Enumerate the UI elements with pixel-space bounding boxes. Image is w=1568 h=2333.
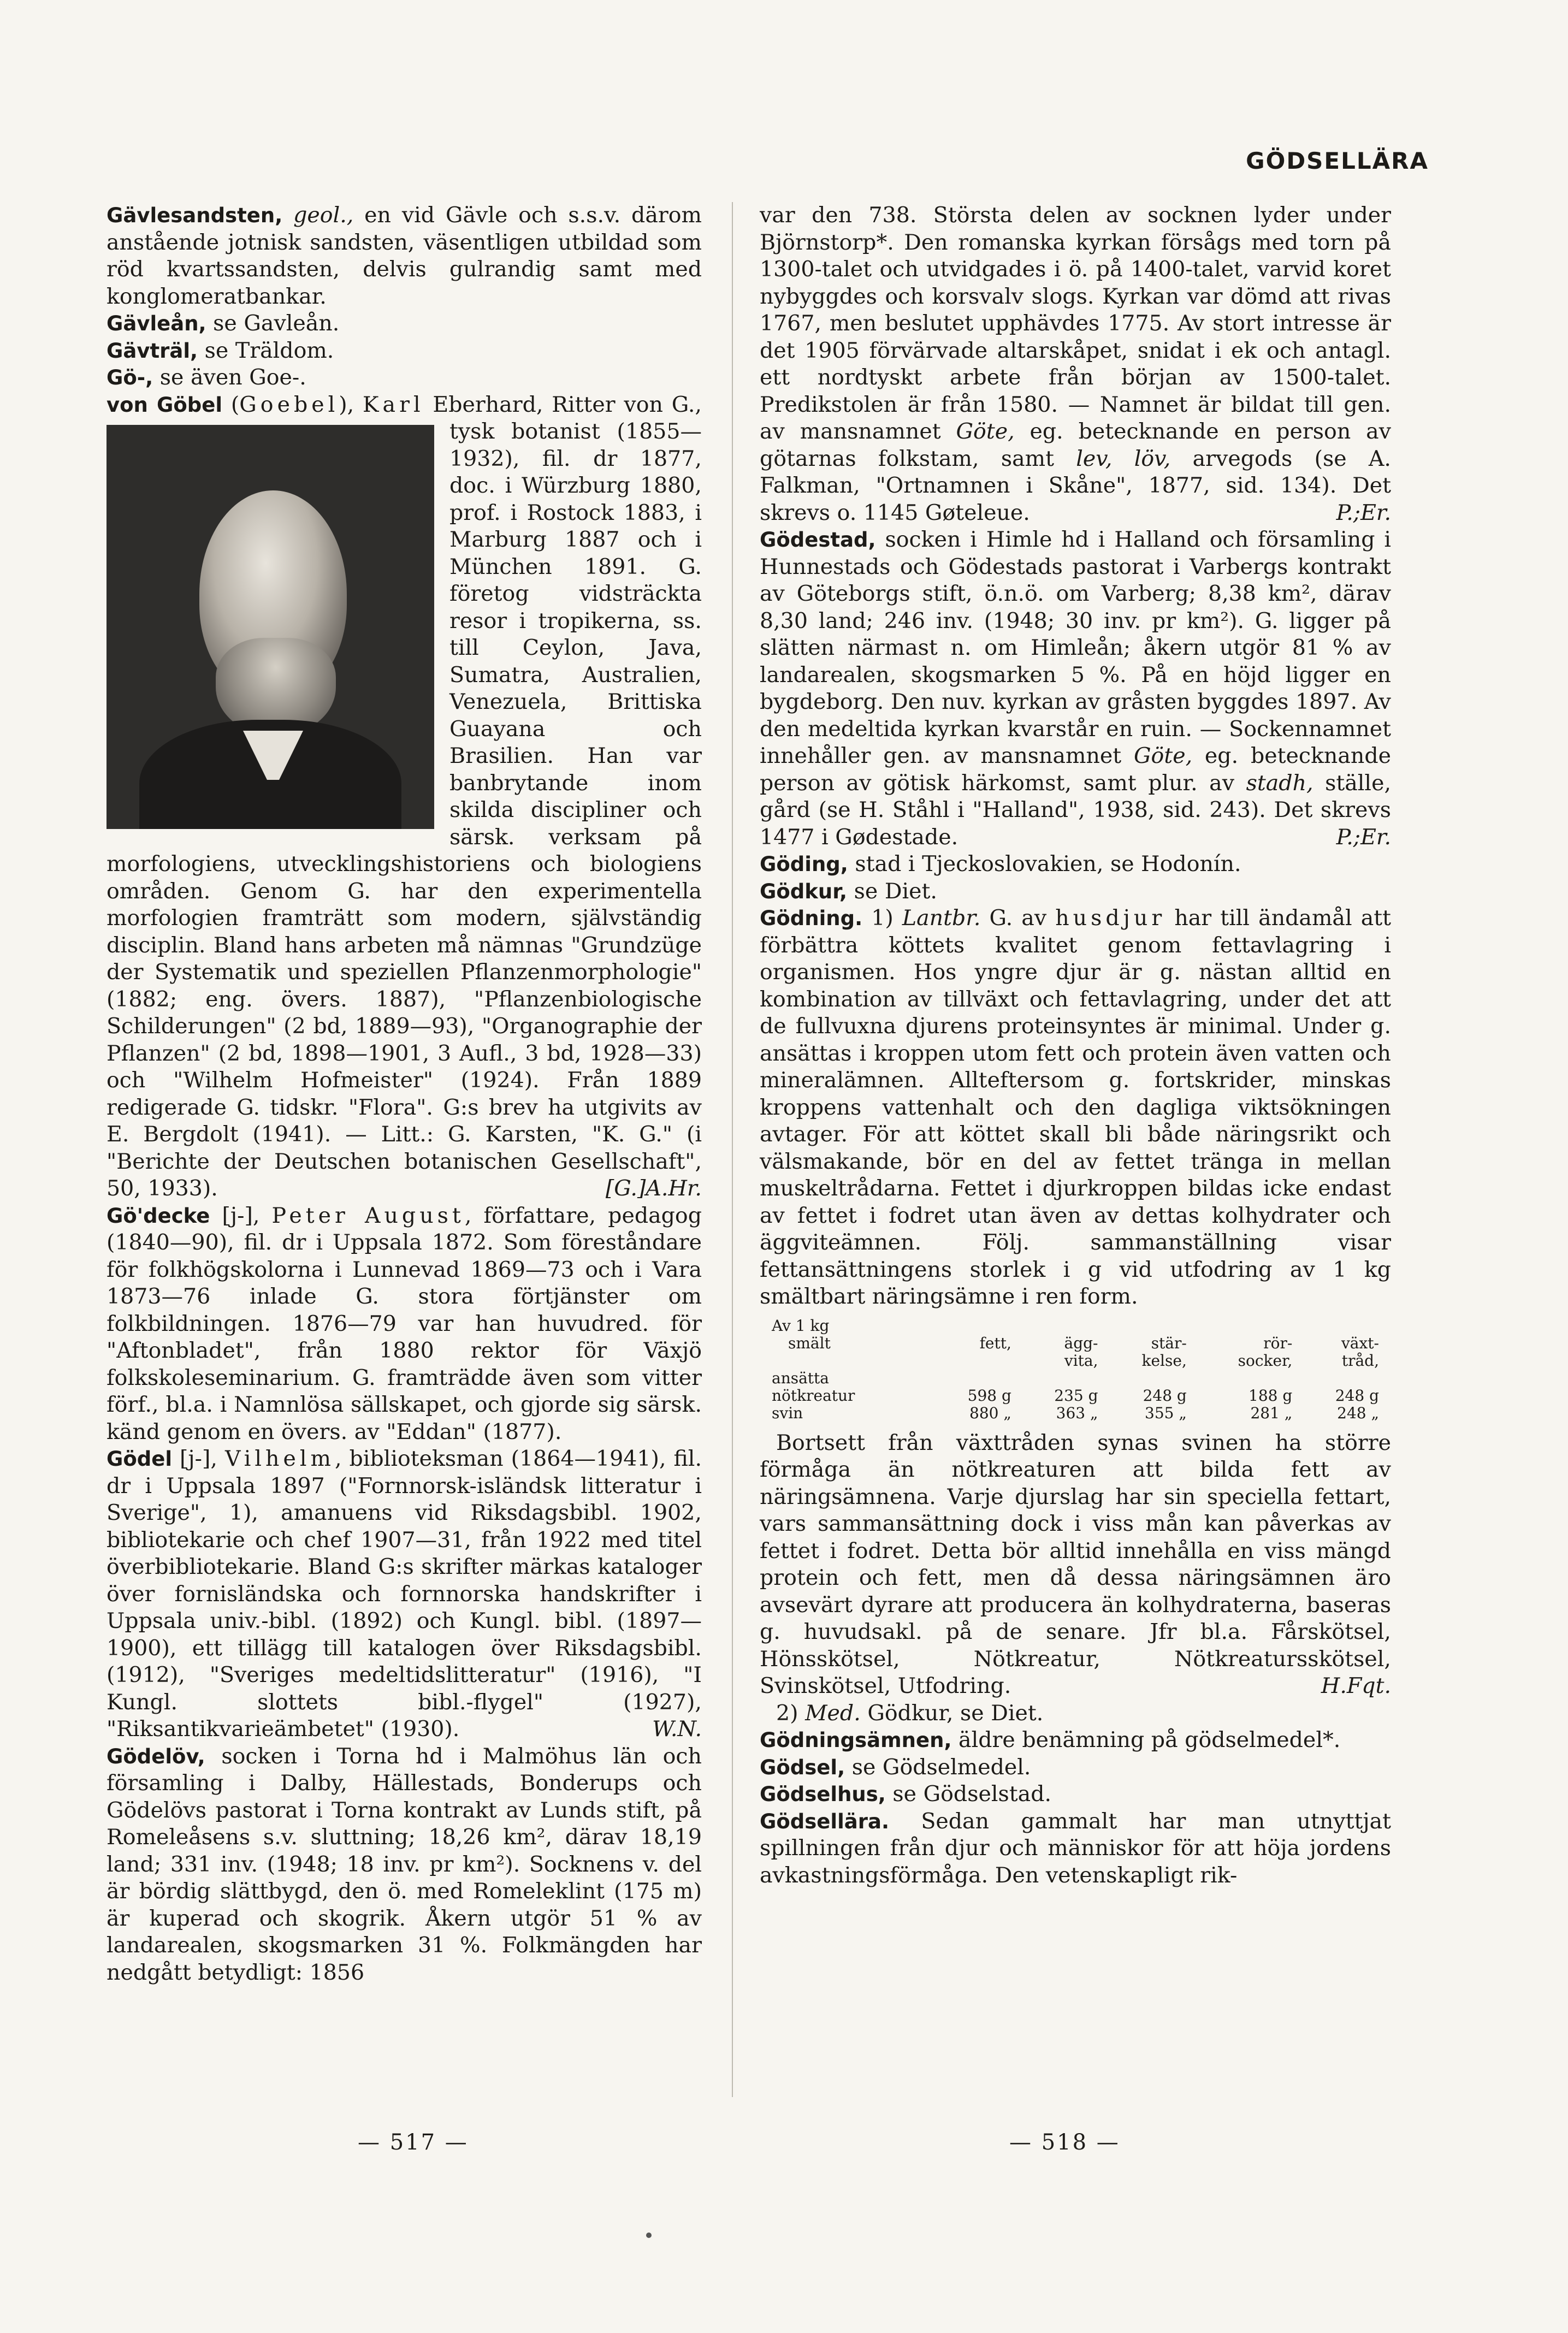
print-mark (646, 2233, 652, 2238)
entry-godselhus (760, 1781, 1391, 1808)
table-cell: 355 „ (1145, 1404, 1187, 1422)
entry-text: 2) (776, 1700, 806, 1726)
headword: Gävlesandsten, (106, 204, 283, 227)
table-cell: 880 „ (969, 1404, 1011, 1422)
table-corner-label (770, 1316, 927, 1370)
italic-term: Göte, (956, 419, 1015, 444)
italic-term: stadh, (1246, 770, 1313, 796)
table-cell: 188 g (1249, 1386, 1293, 1405)
entry-text: socken i Himle hd i Halland och församling i Hunnestads och Gödestads pastorat i Varbergs kontrakt av Göteborgs stift, ö.n.ö. om Varberg; 8,38 km², därav 8,30 land; 246 inv. (1948; 30 inv. pr km²). G. ligger på slätten närmast n. om Himleån; åkern utgör 81 % av landarealen, skogsmarken 5 %. På en höjd ligger en bygdeborg. Den nuv. kyrkan av gråsten byggdes 1897. Av den medeltida kyrkan kvarstår en ruin. — Sockennamnet innehåller gen. av mansnamnet (760, 527, 1391, 768)
spaced-name: Karl (363, 392, 424, 417)
entry-text: Bortsett från växttråden synas svinen ha större förmåga än nötkreaturen att bilda fett av näringsämnena. Varje djurslag har sin speciella fettart, vars sammansättning dock i viss mån kan påverkas av fettet i fodret. Detta bör alltid innehålla en viss mängd protein och fett, men då dessa näringsämnen äro avsevärt dyrare att producera än kolhydraterna, baseras g. huvudsakl. på de senare. Jfr bl.a. Fårskötsel, Hönsskötsel, Nötkreatur, Nötkreatursskötsel, Svinskötsel, Utfodring. (760, 1430, 1391, 1698)
table-header-line: kelse, (1141, 1351, 1187, 1370)
headword: Gödselhus, (760, 1783, 886, 1806)
author-signature: [G.]A.Hr. (605, 1176, 702, 1201)
table-header (1014, 1316, 1100, 1370)
table-header-line: ägg- (1064, 1334, 1098, 1352)
entry-text: ), (339, 392, 363, 417)
author-signature: P.;Er. (1336, 500, 1391, 525)
entry-text: eg. betecknande en person av götarnas folkstam, samt (760, 419, 1392, 471)
entry-godsel (760, 1754, 1391, 1781)
spaced-name: Vilhelm (224, 1446, 335, 1471)
entry-goding (760, 851, 1391, 878)
entry-text: arvegods (se A. Falkman, "Ortnamnen i Skåne", 1877, sid. 134). Det skrevs o. 1145 Gøteleue. (760, 446, 1391, 525)
entry-godningsamnen (760, 1727, 1391, 1754)
table-header (1189, 1316, 1294, 1370)
portrait-photo (106, 425, 434, 829)
spaced-term: husdjur (1055, 905, 1166, 931)
italic-term: Lantbr. (902, 905, 981, 931)
entry-godecke (106, 1203, 702, 1446)
table-header-line: fett, (979, 1334, 1011, 1352)
entry-text: ställe, gård (se H. Ståhl i "Halland", 1938, sid. 243). Det skrevs 1477 i Gødestade. (760, 770, 1391, 850)
entry-text: eg. betecknande person av götisk härkomst, samt plur. av (760, 743, 1392, 796)
entry-godning-medical (760, 1700, 1391, 1727)
entry-text: , biblioteksman (1864—1941), fil. dr i Uppsala 1897 ("Fornnorsk-isländsk litteratur i Sverige", 1), amanuens vid Riksdagsbibl. 1902, bibliotekarie och chef 1907—31, från 1922 med titel överbibliotekarie. Bland G:s skrifter märkas kataloger över fornisländska och fornnorska handskrifter i Uppsala univ.-bibl. (1892) och Kungl. bibl. (1897—1900), ett tillägg till katalogen över Riksdagsbibl. (1912), "Sveriges medeltidslitteratur" (1916), "I Kungl. slottets bibl.-flygel" (1927), "Riksantikvarieämbetet" (1930). (106, 1446, 702, 1742)
author-signature: H.Fqt. (1321, 1673, 1391, 1698)
entry-text: har till ändamål att förbättra köttets kvalitet genom fettavlagring i organismen. Hos yngre djur är g. nästan alltid en kombination av tillväxt och fettavlagring, under det att de fullvuxna djurens proteinsyntes är minimal. Under g. ansättas i kroppen utom fett och protein även vatten och mineralämnen. Allteftersom g. fortskrider, minskas kroppens vattenhalt och den dagliga viktsökningen avtager. För att köttet skall bli både näringsrikt och välsmakande, bör en del av fettet tränga in mellan muskeltrådarna. Fettet i djurkroppen bildas icke endast av fettet i fodret utan även av dettas kolhydrater och äggviteämnen. Följ. sammanställning visar fettansättningens storlek i g vid utfodring av 1 kg smältbart näringsämne i ren form. (760, 905, 1391, 1309)
headword: Göding, (760, 852, 848, 876)
entry-text: Eberhard, Ritter von G., tysk botanist (1855—1932), fil. dr 1877, doc. i Würzburg 1880, prof. i Rostock 1883, i Marburg 1887 och i München 1891. G. företog vidsträckta resor i tropikerna, ss. till Ceylon, Java, Sumatra, Australien, Venezuela, Brittiska Guayana och Brasilien. Han var banbrytande inom skilda discipliner och särsk. verksam på morfologiens, utvecklingshistoriens och biologiens områden. Genom G. har den experimentella morfologien framträtt som modern, självständig disciplin. Bland hans arbeten må nämnas "Grundzüge der Systematik und speziellen Pflanzenmorphologie" (1882; eng. övers. 1887), "Pflanzenbiologische Schilderungen" (2 bd, 1889—93), "Organographie der Pflanzen" (2 bd, 1898—1901, 3 Aufl., 3 bd, 1928—33) och "Wilhelm Hofmeister" (1924). Från 1889 redigerade G. tidskr. "Flora". G:s brev ha utgivits av E. Bergdolt (1941). — Litt.: G. Karsten, "K. G." (i "Berichte der Deutschen botanischen Gesellschaft", 50, 1933). (106, 392, 702, 1201)
entry-text: se Träldom. (198, 337, 334, 363)
entry-text: [j-], (172, 1446, 225, 1471)
entry-godestad (760, 526, 1391, 851)
table-row (770, 1405, 1381, 1422)
headword: Gö-, (106, 366, 153, 389)
table-cell-label: nötkreatur (772, 1386, 855, 1405)
right-column (760, 202, 1391, 1889)
fat-deposition-table (770, 1316, 1391, 1422)
entry-gavlesandsten (106, 202, 702, 310)
entry-godkur (760, 878, 1391, 905)
headword: Gödsellära. (760, 1809, 889, 1833)
entry-godelov (106, 1743, 702, 1987)
table-cell: 248 g (1335, 1386, 1379, 1405)
entry-text: ( (222, 392, 240, 417)
table-header (1100, 1316, 1189, 1370)
entry-text: se Gavleån. (206, 311, 340, 336)
headword: Gödkur, (760, 879, 848, 903)
entry-godning (760, 905, 1391, 1311)
table-cell: 248 g (1143, 1386, 1187, 1405)
entry-go (106, 364, 702, 392)
table-corner-line: smält (788, 1334, 831, 1352)
entry-godel (106, 1446, 702, 1743)
entry-text: var den 738. Största delen av socknen lyder under Björnstorp*. Den romanska kyrkan försågs med torn på 1300-talet och utvidgades i ö. på 1400-talet, varvid koret nybyggdes och korsvalv slogs. Kyrkan var dömd att rivas 1767, men beslutet upphävdes 1775. Av stort intresse är det 1905 förvärvade altarskåpet, snidat i ek och antagl. ett nordtyskt arbete från början av 1500-talet. Predikstolen är från 1580. — Namnet är bildat till gen. av mansnamnet (760, 203, 1391, 444)
table-header (1294, 1316, 1381, 1370)
headword: Gö'decke (106, 1204, 210, 1228)
table-header-line: stär- (1151, 1334, 1187, 1352)
entry-text: 1) (862, 905, 902, 931)
entry-text: äldre benämning på gödselmedel*. (951, 1727, 1341, 1752)
headword: Gävleån, (106, 312, 206, 335)
entry-text: en vid Gävle och s.s.v. därom anstående jotnisk sandsten, väsentligen utbildad som röd kvartssandsten, delvis gulrandig samt med konglomeratbankar. (106, 203, 702, 309)
entry-text: se Gödselmedel. (845, 1754, 1031, 1780)
table-cell-label: svin (772, 1404, 803, 1422)
table-header-line: växt- (1341, 1334, 1379, 1352)
headword: Gödningsämnen, (760, 1728, 952, 1752)
table-header-line: tråd, (1341, 1351, 1379, 1370)
table-header-line: socker, (1238, 1351, 1293, 1370)
entry-text: stad i Tjeckoslovakien, se Hodonín. (848, 851, 1241, 877)
entry-text: , författare, pedagog (1840—90), fil. dr i Uppsala 1872. Som föreståndare för folkhögskolorna i Lunnevad 1869—73 och i Vara 1873—76 inlade G. stora förtjänster om folkbildningen. 1876—79 var han huvudred. för "Aftonbladet", från 1880 rektor för Växjö folkskoleseminarium. G. framträdde även som vitter förf., bl.a. i Namnlösa sällskapet, och gjorde sig särsk. känd genom en övers. av "Eddan" (1877). (106, 1203, 702, 1444)
entry-godning-continued (760, 1430, 1391, 1700)
column-divider (732, 202, 733, 2097)
table-header (927, 1316, 1014, 1370)
author-signature: P.;Er. (1336, 824, 1391, 850)
running-header: GÖDSELLÄRA (1246, 147, 1429, 174)
headword: Gödning. (760, 907, 863, 930)
table-cell: 363 „ (1056, 1404, 1098, 1422)
entry-text: se Gödselstad. (885, 1781, 1052, 1807)
table-cell: 235 g (1054, 1386, 1098, 1405)
left-column (106, 202, 702, 1986)
table-cell: 281 „ (1250, 1404, 1293, 1422)
entry-gavtral (106, 337, 702, 365)
entry-gavlean (106, 310, 702, 337)
table-header-line: rör- (1263, 1334, 1293, 1352)
italic-term: Göte, (1133, 743, 1193, 768)
italic-term: lev, löv, (1076, 446, 1171, 471)
entry-text: Gödkur, se Diet. (860, 1700, 1044, 1726)
headword: Gödestad, (760, 528, 876, 552)
entry-text: [j-], (210, 1203, 272, 1228)
table-corner-line: Av 1 kg (772, 1316, 830, 1335)
entry-godsellara (760, 1808, 1391, 1890)
abbreviation: geol., (293, 203, 354, 228)
page-number-left: — 517 — (358, 2130, 469, 2155)
spaced-name: Goebel (239, 392, 339, 417)
author-signature: W.N. (652, 1716, 702, 1742)
entry-gobel (106, 392, 702, 1203)
headword: Gödel (106, 1447, 173, 1471)
headword: von Göbel (106, 393, 223, 417)
table-row (770, 1387, 1381, 1405)
italic-term: Med. (805, 1700, 861, 1726)
entry-text: Sedan gammalt har man utnyttjat spillningen från djur och människor för att höja jordens avkastningsförmåga. Den vetenskapligt rik- (760, 1808, 1391, 1888)
entry-godelov-continued (760, 202, 1391, 526)
table-cell: 598 g (967, 1386, 1011, 1405)
page-number-right: — 518 — (1009, 2130, 1120, 2155)
entry-text: G. av (980, 905, 1056, 931)
entry-text: socken i Torna hd i Malmöhus län och församling i Dalby, Hällestads, Bonderups och Gödelövs pastorat i Torna kontrakt av Lunds stift, på Romeleåsens s.v. sluttning; 18,26 km², därav 18,19 land; 331 inv. (1948; 18 inv. pr km²). Socknens v. del är bördig slättbygd, den ö. med Romeleklint (175 m) är kuperad och skogrik. Åkern utgör 51 % av landarealen, skogsmarken 31 %. Folkmängden har nedgått betydligt: 1856 (106, 1743, 702, 1985)
headword: Gödsel, (760, 1755, 845, 1779)
headword: Gödelöv, (106, 1744, 205, 1768)
entry-text: se Diet. (847, 878, 937, 904)
entry-text: se även Goe-. (153, 365, 306, 390)
table-cell: 248 „ (1337, 1404, 1379, 1422)
table-subheader: ansätta (772, 1369, 829, 1387)
headword: Gävträl, (106, 339, 198, 363)
table-header-line: vita, (1064, 1351, 1098, 1370)
spaced-name: Peter August (271, 1203, 465, 1228)
